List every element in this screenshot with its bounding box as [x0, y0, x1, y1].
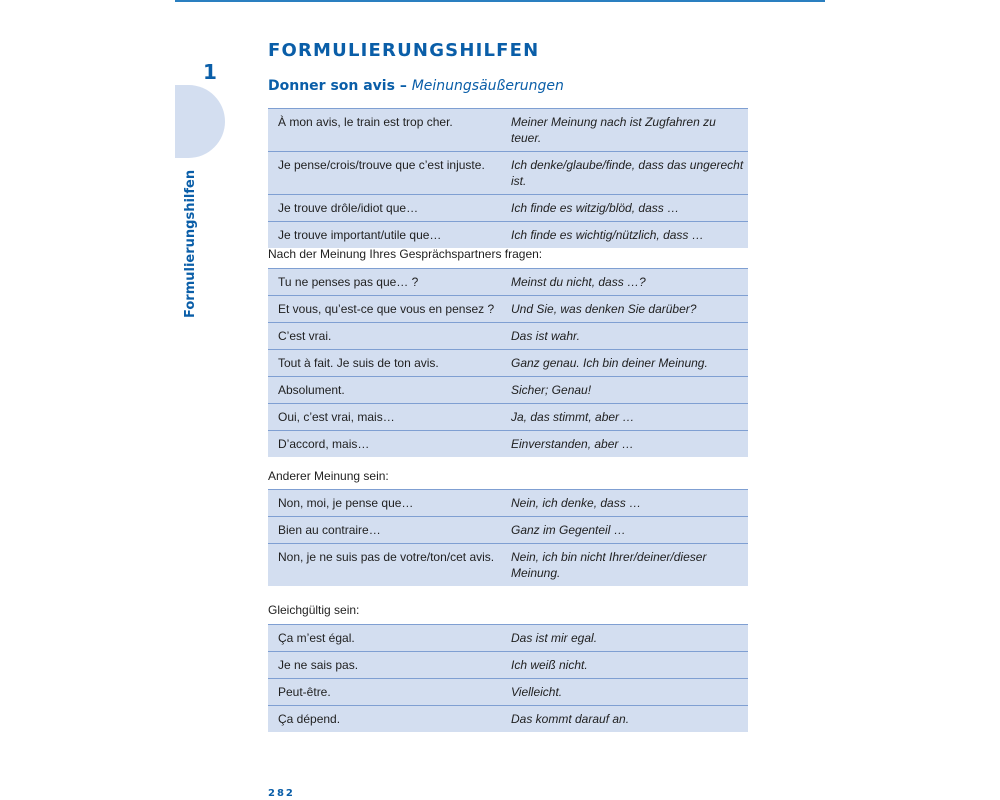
french-phrase: Peut-être.: [268, 679, 503, 706]
german-translation: Ich weiß nicht.: [503, 652, 748, 679]
french-phrase: Non, moi, je pense que…: [268, 490, 503, 517]
section-label-ask-opinion: Nach der Meinung Ihres Gesprächspartners fragen:: [268, 247, 543, 261]
phrase-table-indifferent: [268, 624, 748, 732]
subtitle-french: Donner son avis –: [268, 78, 412, 94]
french-phrase: Je ne sais pas.: [268, 652, 503, 679]
phrase-table-ask-opinion: [268, 268, 748, 457]
french-phrase: Je pense/crois/trouve que c’est injuste.: [268, 152, 503, 195]
table-row: [268, 652, 748, 679]
french-phrase: Et vous, qu’est-ce que vous en pensez ?: [268, 296, 503, 323]
table-row: [268, 152, 748, 195]
table-row: [268, 490, 748, 517]
german-translation: Ich denke/glaube/finde, dass das ungerecht ist.: [503, 152, 748, 195]
table-row: [268, 625, 748, 652]
french-phrase: Non, je ne suis pas de votre/ton/cet avis.: [268, 544, 503, 587]
table-row: [268, 109, 748, 152]
german-translation: Ich finde es witzig/blöd, dass …: [503, 195, 748, 222]
french-phrase: Tout à fait. Je suis de ton avis.: [268, 350, 503, 377]
french-phrase: Absolument.: [268, 377, 503, 404]
french-phrase: Je trouve important/utile que…: [268, 222, 503, 249]
phrase-table-opinions: [268, 108, 748, 248]
german-translation: Und Sie, was denken Sie darüber?: [503, 296, 748, 323]
page-title: FORMULIERUNGSHILFEN: [268, 40, 540, 61]
page-number: 282: [268, 788, 295, 799]
table-row: [268, 706, 748, 733]
german-translation: Das ist wahr.: [503, 323, 748, 350]
table-row: [268, 377, 748, 404]
german-translation: Sicher; Genau!: [503, 377, 748, 404]
french-phrase: Ça m’est égal.: [268, 625, 503, 652]
german-translation: Das ist mir egal.: [503, 625, 748, 652]
chapter-number: 1: [203, 60, 217, 84]
table-row: [268, 195, 748, 222]
french-phrase: Ça dépend.: [268, 706, 503, 733]
french-phrase: Bien au contraire…: [268, 517, 503, 544]
german-translation: Nein, ich denke, dass …: [503, 490, 748, 517]
table-row: [268, 404, 748, 431]
german-translation: Nein, ich bin nicht Ihrer/deiner/dieser Meinung.: [503, 544, 748, 587]
table-row: [268, 296, 748, 323]
german-translation: Vielleicht.: [503, 679, 748, 706]
table-row: [268, 323, 748, 350]
german-translation: Einverstanden, aber …: [503, 431, 748, 458]
german-translation: Ganz im Gegenteil …: [503, 517, 748, 544]
french-phrase: Tu ne penses pas que… ?: [268, 269, 503, 296]
german-translation: Meinst du nicht, dass …?: [503, 269, 748, 296]
german-translation: Ganz genau. Ich bin deiner Meinung.: [503, 350, 748, 377]
table-row: [268, 517, 748, 544]
table-row: [268, 431, 748, 458]
french-phrase: Oui, c’est vrai, mais…: [268, 404, 503, 431]
french-phrase: Je trouve drôle/idiot que…: [268, 195, 503, 222]
side-section-label: Formulierungshilfen: [183, 169, 198, 318]
french-phrase: C’est vrai.: [268, 323, 503, 350]
section-label-indifferent: Gleichgültig sein:: [268, 603, 360, 617]
german-translation: Ich finde es wichtig/nützlich, dass …: [503, 222, 748, 249]
table-row: [268, 350, 748, 377]
phrase-table-disagree: [268, 489, 748, 586]
table-row: [268, 544, 748, 587]
table-row: [268, 679, 748, 706]
chapter-tab-marker: [175, 85, 225, 158]
german-translation: Das kommt darauf an.: [503, 706, 748, 733]
german-translation: Ja, das stimmt, aber …: [503, 404, 748, 431]
section-label-disagree: Anderer Meinung sein:: [268, 469, 389, 483]
french-phrase: À mon avis, le train est trop cher.: [268, 109, 503, 152]
subtitle-german: Meinungsäußerungen: [411, 78, 564, 94]
top-rule: [175, 0, 825, 2]
section-subtitle: [268, 78, 564, 94]
german-translation: Meiner Meinung nach ist Zugfahren zu teuer.: [503, 109, 748, 152]
french-phrase: D’accord, mais…: [268, 431, 503, 458]
table-row: [268, 269, 748, 296]
table-row: [268, 222, 748, 249]
